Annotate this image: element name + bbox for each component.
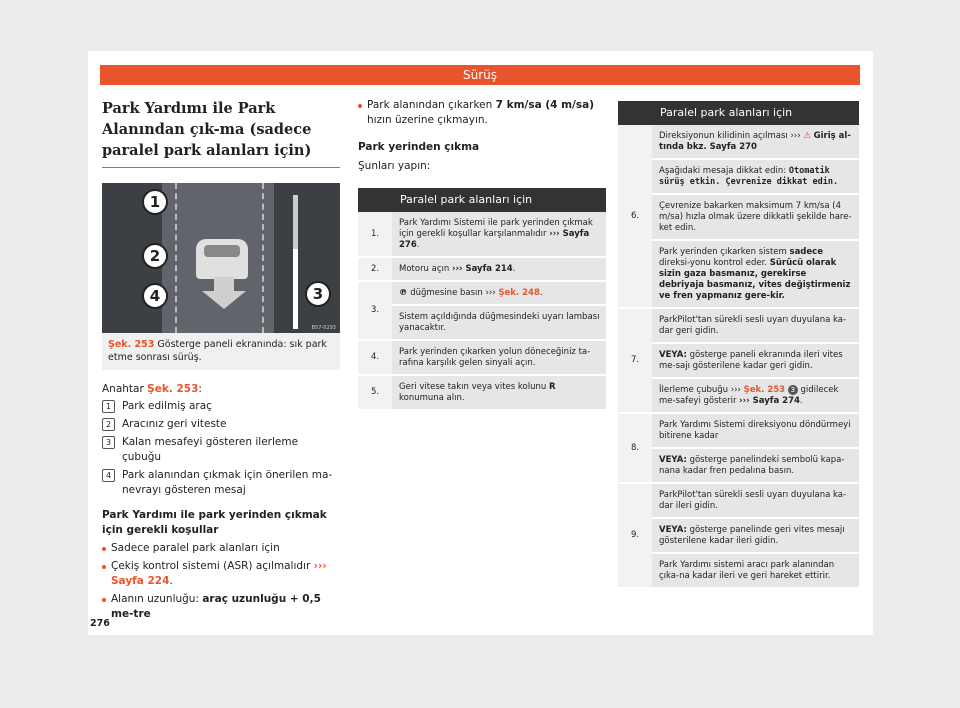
legend-item	[102, 417, 340, 432]
step-content	[652, 483, 859, 518]
callout-1: 1	[142, 189, 168, 215]
table-header: Paralel park alanları için	[660, 106, 793, 119]
legend-text: Kalan mesafeyi gösteren ilerleme çubuğu	[122, 436, 299, 463]
table-row	[358, 257, 606, 281]
or-label: VEYA:	[659, 455, 687, 465]
table-row	[358, 340, 606, 375]
warning-text: Park alanından çıkarken	[367, 99, 496, 111]
table-header-row	[618, 101, 859, 125]
section-title: Park Yardımı ile Park Alanından çık-ma (sadece paralel park alanları için)	[102, 98, 340, 168]
step-number: 1.	[358, 212, 392, 257]
legend-text: Park edilmiş araç	[122, 400, 212, 412]
table-row	[358, 212, 606, 257]
legend-ref-link[interactable]: Şek. 253	[147, 383, 199, 395]
table-header: Paralel park alanları için	[400, 193, 533, 206]
table-row	[358, 375, 606, 410]
table-row	[618, 378, 859, 413]
step-content	[652, 194, 859, 240]
table-row	[618, 343, 859, 378]
step-content	[652, 378, 859, 413]
step-number: 6.	[618, 125, 652, 308]
step-content	[652, 553, 859, 588]
manoeuvre-arrow-icon	[202, 291, 246, 309]
or-label: VEYA:	[659, 525, 687, 535]
step-content	[392, 281, 606, 305]
figure-code: B57-0293	[311, 325, 336, 331]
gear-letter: R	[548, 382, 556, 392]
exit-intro: Şunları yapın:	[358, 160, 431, 172]
lane-line-right	[262, 183, 264, 333]
legend-item	[102, 435, 340, 465]
condition-text: Alanın uzunluğu:	[111, 593, 203, 605]
page-ref-link[interactable]: ››› Sayfa 276	[399, 229, 590, 250]
header-spacer	[618, 101, 652, 125]
step-number: 8.	[618, 413, 652, 483]
step-number: 3.	[358, 281, 392, 340]
step-text: gösterge panelindeki sembolü kapa-nana kadar fren pedalına basın.	[659, 455, 845, 476]
punctuation: .	[799, 396, 803, 406]
step-content	[652, 240, 859, 308]
punctuation: .	[416, 240, 420, 250]
legend-item	[102, 468, 340, 498]
step-content	[392, 212, 606, 257]
parked-car-illustration	[196, 239, 248, 279]
step-text-end: konumuna alın.	[399, 393, 465, 403]
step-text: Direksiyonun kilidinin açılması ›››	[659, 131, 804, 141]
warning-icon: ⚠	[803, 131, 811, 141]
step-content	[392, 340, 606, 375]
condition-text: Çekiş kontrol sistemi (ASR) açılmalıdır	[111, 560, 311, 572]
step-number: 2.	[358, 257, 392, 281]
step-text: gidilecek me-safeyi gösterir	[659, 385, 839, 406]
table-row	[618, 125, 859, 159]
steps-table-2	[618, 101, 859, 589]
figure-caption	[102, 333, 340, 370]
callout-4: 4	[142, 283, 168, 309]
callout-ref: 3	[788, 385, 798, 395]
step-text: İlerleme çubuğu ›››	[659, 385, 744, 395]
legend-item	[102, 399, 340, 414]
table-row	[618, 308, 859, 343]
or-label: VEYA:	[659, 350, 687, 360]
callout-3: 3	[305, 281, 331, 307]
punctuation: .	[539, 288, 543, 298]
conditions-heading: Park Yardımı ile park yerinden çıkmak için gerekli koşullar	[102, 509, 327, 536]
legend-number: 3	[102, 436, 115, 449]
step-text: Aşağıdaki mesaja dikkat edin:	[659, 166, 789, 176]
right-column	[618, 101, 859, 589]
legend-number: 2	[102, 418, 115, 431]
step-text: Park Yardımı Sistemi ile park yerinden çıkmak için gerekli koşullar karşılanmalıdır	[399, 218, 593, 239]
left-column	[102, 98, 340, 622]
step-text: Park yerinden çıkarken sistem	[659, 247, 790, 257]
page-ref-link[interactable]: ››› Sayfa 214	[451, 264, 513, 274]
step-text: Park Yardımı Sistemi direksiyonu döndürmeyi bitirene kadar	[659, 420, 851, 441]
caption-ref[interactable]: Şek. 253	[108, 339, 155, 350]
table-row	[618, 553, 859, 588]
legend-number: 4	[102, 469, 115, 482]
page-ref-link[interactable]: Giriş al-tında bkz. Sayfa 270	[659, 131, 851, 152]
step-text: direksi-yonu kontrol eder.	[659, 258, 770, 268]
step-content	[392, 375, 606, 410]
table-row	[618, 159, 859, 194]
legend-colon: :	[198, 383, 202, 395]
step-content	[652, 125, 859, 159]
punctuation: .	[169, 575, 173, 587]
step-text: Sistem açıldığında düğmesindeki uyarı lambası yanacaktır.	[399, 312, 600, 333]
header-spacer	[358, 188, 392, 212]
chapter-header	[100, 65, 860, 85]
step-text: Park yerinden çıkarken yolun döneceğiniz ta-rafına karşılık gelen sinyali açın.	[399, 347, 591, 368]
speed-limit: 7 km/sa (4 m/sa)	[495, 99, 595, 111]
table-row	[358, 305, 606, 340]
emphasis: sadece	[789, 247, 823, 257]
figure-ref-link[interactable]: Şek. 253	[743, 385, 786, 395]
middle-column	[358, 98, 606, 411]
dashboard-figure	[102, 183, 340, 333]
condition-bullet	[102, 592, 340, 622]
step-content	[652, 308, 859, 343]
step-text: Motoru açın	[399, 264, 452, 274]
caption-text: Gösterge paneli ekranında: sık park etme sonrası sürüş.	[108, 339, 327, 363]
lane-line-left	[175, 183, 177, 333]
step-text: Park Yardımı sistemi aracı park alanından çıka-na kadar ileri ve geri hareket ettirir.	[659, 560, 835, 581]
step-text: düğmesine basın ›››	[407, 288, 499, 298]
table-row	[618, 483, 859, 518]
driver-duty-text: Sürücü olarak sizin gaza basmanız, gerekirse debriyaja basmanız, vites değiştirmeniz ve fren yapmanız gere-kir.	[659, 258, 851, 301]
step-content	[652, 448, 859, 483]
step-text: Geri vitese takın veya vites kolunu	[399, 382, 549, 392]
table-row	[618, 518, 859, 553]
punctuation: .	[512, 264, 516, 274]
condition-bullet	[102, 541, 340, 556]
condition-text: Sadece paralel park alanları için	[111, 542, 280, 554]
table-row	[618, 240, 859, 308]
step-content	[652, 343, 859, 378]
step-text: gösterge panelinde geri vites mesajı gösterilene kadar ileri gidin.	[659, 525, 845, 546]
step-content	[392, 305, 606, 340]
exit-heading: Park yerinden çıkma	[358, 141, 480, 153]
step-number: 4.	[358, 340, 392, 375]
legend-text: Aracınız geri viteste	[122, 418, 227, 430]
legend-intro	[102, 382, 340, 397]
step-text: Çevrenize bakarken maksimum 7 km/sa (4 m/sa) hızla olmak üzere dikkatli şekilde hare-ket edin.	[659, 201, 852, 233]
legend-list	[102, 399, 340, 498]
callout-2: 2	[142, 243, 168, 269]
speed-warning	[358, 98, 606, 128]
chapter-title: Sürüş	[462, 68, 497, 82]
figure-ref-link[interactable]: Şek. 248	[498, 288, 540, 298]
condition-bullet	[102, 559, 340, 589]
legend-prefix: Anahtar	[102, 383, 144, 395]
progress-fill	[293, 249, 298, 329]
table-header-row	[358, 188, 606, 212]
table-row	[358, 281, 606, 305]
step-number: 9.	[618, 483, 652, 588]
step-content	[392, 257, 606, 281]
step-number: 7.	[618, 308, 652, 413]
steps-table-1	[358, 188, 606, 411]
condition-value: araç uzunluğu + 0,5 me-tre	[111, 593, 321, 620]
step-text: gösterge paneli ekranında ileri vites me-sajı gösterilene kadar geri gidin.	[659, 350, 843, 371]
step-content	[652, 413, 859, 448]
table-row	[618, 448, 859, 483]
step-content	[652, 159, 859, 194]
page-ref-link[interactable]: ››› Sayfa 224	[111, 560, 327, 587]
table-row	[618, 194, 859, 240]
distance-progress-bar	[293, 195, 298, 329]
step-number: 5.	[358, 375, 392, 410]
step-text: ParkPilot'tan sürekli sesli uyarı duyulana ka-dar ileri gidin.	[659, 490, 847, 511]
legend-number: 1	[102, 400, 115, 413]
display-message: Otomatik sürüş etkin. Çevrenize dikkat edin.	[659, 166, 839, 187]
park-assist-icon: ℗	[399, 288, 408, 298]
page-ref-link[interactable]: ››› Sayfa 274	[739, 396, 800, 406]
warning-text-end: hızın üzerine çıkmayın.	[367, 114, 488, 126]
legend-text: Park alanından çıkmak için önerilen ma-nevrayı gösteren mesaj	[122, 469, 333, 496]
table-row	[618, 413, 859, 448]
step-content	[652, 518, 859, 553]
step-text: ParkPilot'tan sürekli sesli uyarı duyulana ka-dar geri gidin.	[659, 315, 847, 336]
page-number: 276	[90, 618, 110, 629]
